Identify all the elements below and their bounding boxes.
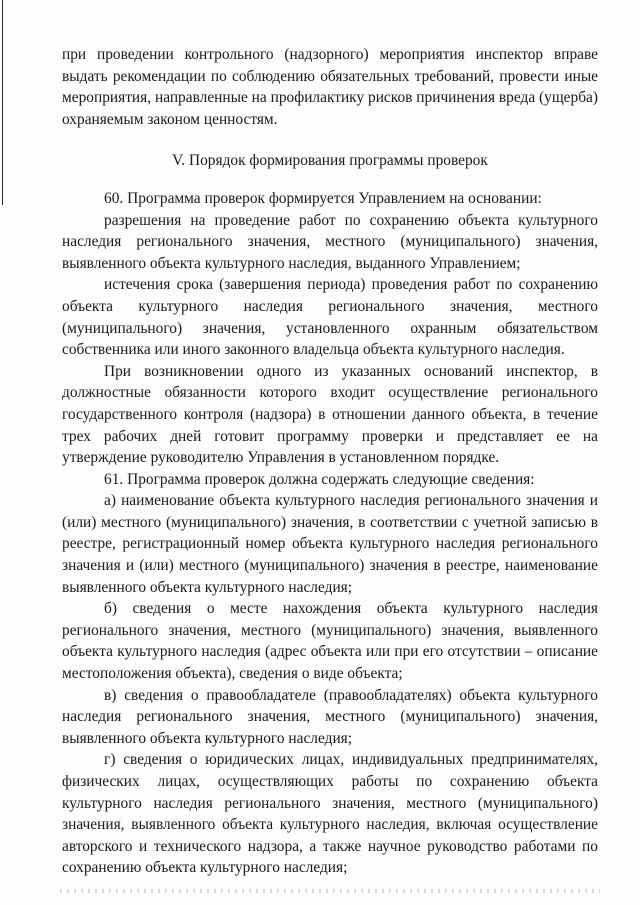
paragraph-60-basis-expiry: истечения срока (завершения периода) проведения работ по сохранению объекта культурного наследия регионального значения, местного (муниципального) значения, установленного охранным обязательством собственника или иного законного владельца объекта культурного наследия. xyxy=(62,276,598,359)
paragraph-61-item-v: в) сведения о правообладателе (правообладателях) объекта культурного наследия регионального значения, местного (муниципального) значения, выявленного объекта культурного наследия; xyxy=(62,686,598,747)
paragraph-60-basis-permit: разрешения на проведение работ по сохранению объекта культурного наследия регионального значения, местного (муниципального) значения, выявленного объекта культурного наследия, выданного Управлением; xyxy=(62,211,598,272)
paragraph-60-intro: 60. Программа проверок формируется Управлением на основании: xyxy=(104,189,542,207)
section-heading: V. Порядок формирования программы проверок xyxy=(172,152,488,170)
scan-noise-strip xyxy=(60,889,600,893)
intro-paragraph: при проведении контрольного (надзорного) мероприятия инспектор вправе выдать рекомендации по соблюдению обязательных требований, провести иные мероприятия, направленные на профилактику рисков причинения вреда (ущерба) охраняемым законом ценностям. xyxy=(62,46,598,128)
paragraph-60-procedure: При возникновении одного из указанных оснований инспектор, в должностные обязанности которого входит осуществление регионального государственного контроля (надзора) в отношении данного объекта, в течение трех рабочих дней готовит программу проверки и представляет ее на утверждение руководителю Управления в установленном порядке. xyxy=(62,362,598,467)
paragraph-61-item-g: г) сведения о юридических лицах, индивидуальных предпринимателях, физических лицах, осуществляющих работы по сохранению объекта культурного наследия регионального значения, местного (муниципального) значения, выявленного объекта культурного наследия, включая осуществление авторского и технического надзора, а также научное руководство работами по сохранению объекта культурного наследия; xyxy=(62,751,598,877)
paragraph-61-intro: 61. Программа проверок должна содержать следующие сведения: xyxy=(104,470,535,488)
paragraph-61-item-a: а) наименование объекта культурного наследия регионального значения и (или) местного (муниципального) значения, в соответствии с учетной записью в реестре, регистрационный номер объекта культурного наследия регионального значения и (или) местного (муниципального) значения в реестре, наименование выявленного объекта культурного наследия; xyxy=(62,492,598,596)
document-body xyxy=(62,44,598,879)
scan-edge-line xyxy=(2,0,3,205)
paragraph-61-item-b: б) сведения о месте нахождения объекта культурного наследия регионального значения, местного (муниципального) значения, выявленного объекта культурного наследия (адрес объекта или при его отсутствии – описание местоположения объекта), сведения о виде объекта; xyxy=(62,600,598,683)
